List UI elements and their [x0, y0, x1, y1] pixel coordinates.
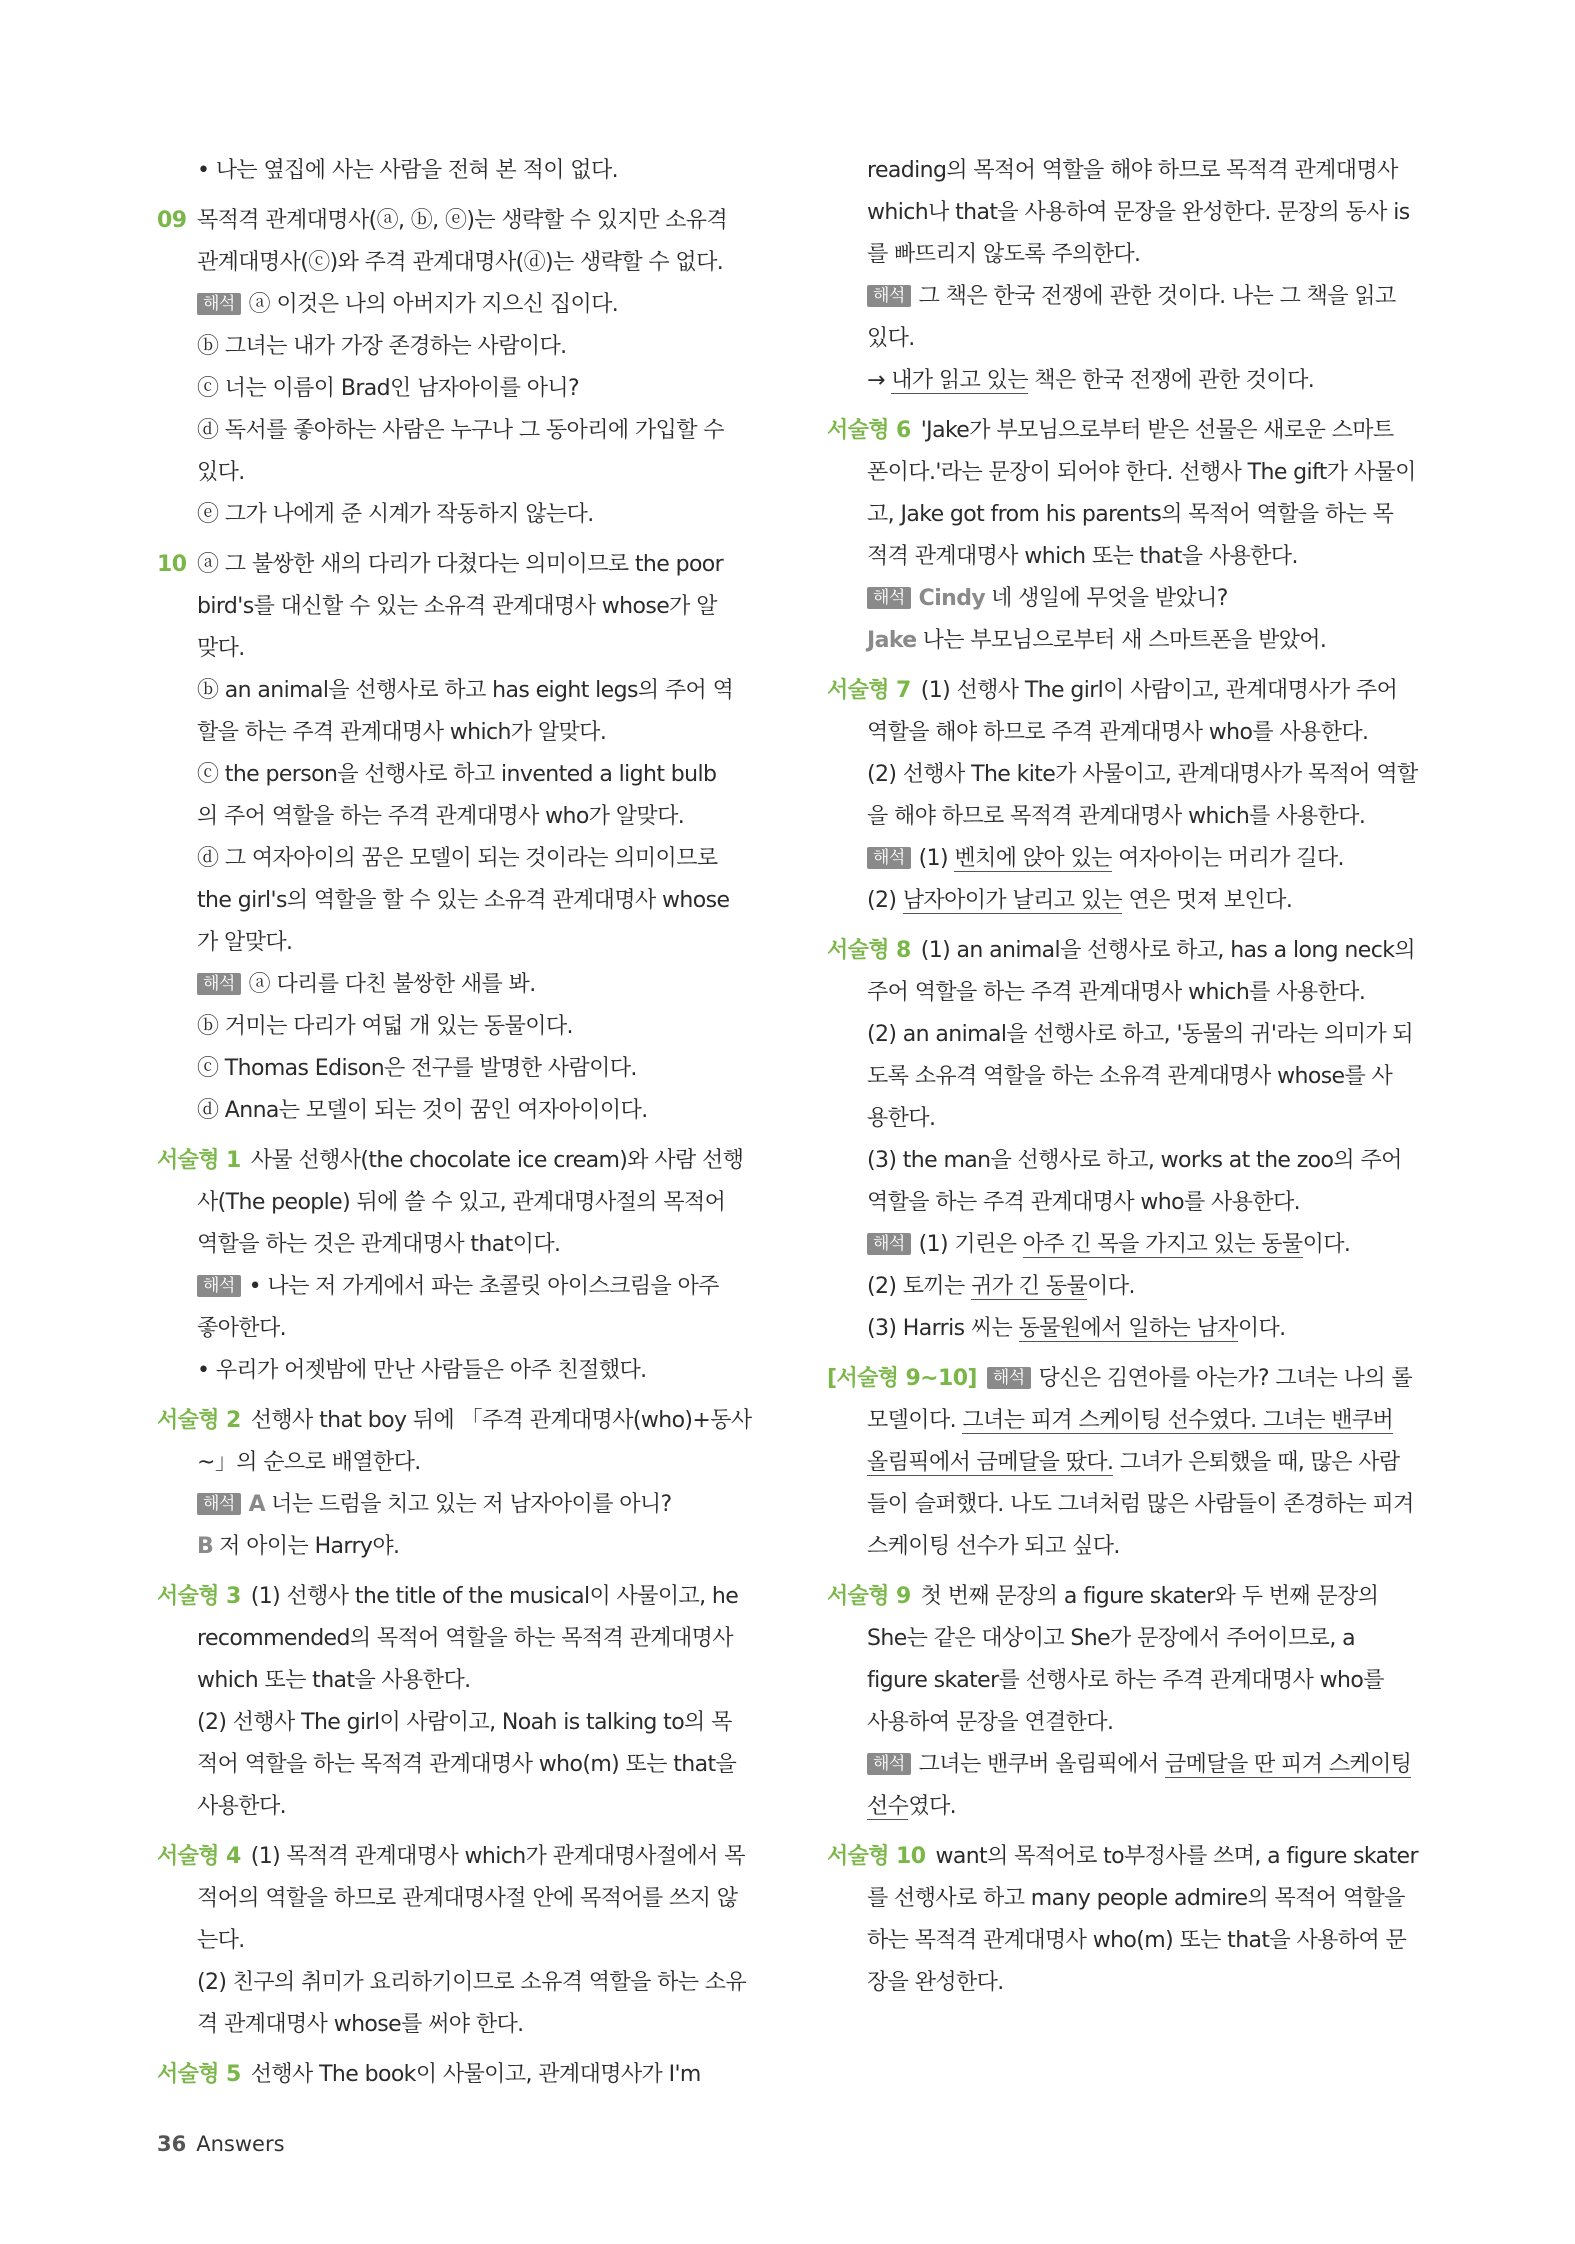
- text-line: 를 선행사로 하고 many people admire의 목적어 역할을: [867, 1886, 1405, 1911]
- entry-descriptive-5: [157, 2054, 752, 2096]
- text-line: 장을 완성한다.: [867, 1970, 1004, 1995]
- speaker-label: Jake: [867, 628, 917, 653]
- footer-label: Answers: [196, 2132, 285, 2156]
- text-line: 서술형 7 (1) 선행사 The girl이 사람이고, 관계대명사가 주어: [827, 678, 1398, 703]
- text-line: 관계대명사(ⓒ)와 주격 관계대명사(ⓓ)는 생략할 수 없다.: [197, 250, 724, 275]
- text-line: 는다.: [197, 1928, 245, 1953]
- question-number: 서술형 9: [827, 1584, 911, 1609]
- text-line: 를 빠뜨리지 않도록 주의한다.: [867, 242, 1141, 267]
- question-number: 서술형 1: [157, 1148, 241, 1173]
- underlined-text: 귀가 긴 동물: [971, 1274, 1088, 1299]
- translation-tag: 해석: [867, 847, 911, 869]
- underlined-text: 남자아이가 날리고 있는: [902, 888, 1123, 913]
- text-line: recommended의 목적어 역할을 하는 목적격 관계대명사: [197, 1626, 733, 1651]
- text-line: which나 that을 사용하여 문장을 완성한다. 문장의 동사 is: [867, 200, 1410, 225]
- text-line: 서술형 10 want의 목적어로 to부정사를 쓰며, a figure skater: [827, 1844, 1418, 1869]
- translation-line: 해석 • 나는 저 가게에서 파는 초콜릿 아이스크림을 아주: [197, 1266, 752, 1308]
- text-line: 들이 슬퍼했다. 나도 그녀처럼 많은 사람들이 존경하는 피겨: [867, 1492, 1414, 1517]
- text-line: 용한다.: [867, 1106, 936, 1131]
- text-line: 적어 역할을 하는 목적격 관계대명사 who(m) 또는 that을: [197, 1752, 737, 1777]
- translation-line: ⓑ 그녀는 내가 가장 존경하는 사람이다.: [197, 334, 567, 359]
- underlined-text: 그녀는 피겨 스케이팅 선수였다. 그녀는 밴쿠버: [962, 1408, 1394, 1433]
- entry-10: [157, 544, 752, 1132]
- translation-line: • 우리가 어젯밤에 만난 사람들은 아주 친절했다.: [197, 1358, 647, 1383]
- translation-tag: 해석: [867, 1753, 911, 1775]
- speaker-label: Cindy: [918, 586, 986, 611]
- text-line: 역할을 하는 주격 관계대명사 who를 사용한다.: [867, 1190, 1301, 1215]
- text-line: ⓓ 그 여자아이의 꿈은 모델이 되는 것이라는 의미이므로: [197, 846, 718, 871]
- question-number: 서술형 4: [157, 1844, 241, 1869]
- entry-descriptive-1: [157, 1140, 752, 1392]
- question-number: 서술형 10: [827, 1844, 926, 1869]
- translation-line: 해석 ⓐ 이것은 나의 아버지가 지으신 집이다.: [197, 284, 752, 326]
- text-line: 사용한다.: [197, 1794, 287, 1819]
- translation-line: 있다.: [867, 326, 915, 351]
- dialogue-line: Jake 나는 부모님으로부터 새 스마트폰을 받았어.: [867, 628, 1327, 653]
- underlined-text: 동물원에서 일하는 남자: [1018, 1316, 1238, 1341]
- entry-descriptive-9: [827, 1576, 1422, 1828]
- speaker-label: A: [248, 1492, 266, 1517]
- text-line: 할을 하는 주격 관계대명사 which가 알맞다.: [197, 720, 607, 745]
- translation-tag: 해석: [867, 1233, 911, 1255]
- text-line: 맞다.: [197, 636, 245, 661]
- text-line: 모델이다. 그녀는 피겨 스케이팅 선수였다. 그녀는 밴쿠버: [867, 1408, 1394, 1433]
- translation-line: ⓔ 그가 나에게 준 시계가 작동하지 않는다.: [197, 502, 594, 527]
- question-number: 서술형 3: [157, 1584, 241, 1609]
- translation-line: → 내가 읽고 있는 책은 한국 전쟁에 관한 것이다.: [867, 368, 1315, 393]
- question-number: 서술형 8: [827, 938, 911, 963]
- translation-line: (2) 토끼는 귀가 긴 동물이다.: [867, 1274, 1135, 1299]
- page-number: 36: [157, 2132, 187, 2156]
- translation-tag: 해석: [197, 1275, 241, 1297]
- entry-descriptive-9-10: [827, 1358, 1422, 1568]
- question-number: 서술형 6: [827, 418, 911, 443]
- text-line: 스케이팅 선수가 되고 싶다.: [867, 1534, 1120, 1559]
- translation-line: 해석 그녀는 밴쿠버 올림픽에서 금메달을 딴 피겨 스케이팅: [867, 1744, 1422, 1786]
- text-line: 서술형 6 'Jake가 부모님으로부터 받은 선물은 새로운 스마트: [827, 418, 1394, 443]
- question-number: 서술형 2: [157, 1408, 241, 1433]
- text-line: bird's를 대신할 수 있는 소유격 관계대명사 whose가 알: [197, 594, 717, 619]
- text-line: 하는 목적격 관계대명사 who(m) 또는 that을 사용하여 문: [867, 1928, 1407, 1953]
- text-line: 적어의 역할을 하므로 관계대명사절 안에 목적어를 쓰지 않: [197, 1886, 738, 1911]
- text-line: (2) 선행사 The kite가 사물이고, 관계대명사가 목적어 역할: [867, 762, 1418, 787]
- underlined-text: 내가 읽고 있는: [891, 368, 1028, 393]
- entry-descriptive-4: [157, 1836, 752, 2046]
- text-line: ⓑ an animal을 선행사로 하고 has eight legs의 주어 역: [197, 678, 734, 703]
- question-number: 서술형 5: [157, 2062, 241, 2087]
- text-line: 서술형 2 선행사 that boy 뒤에 「주격 관계대명사(who)+동사: [157, 1408, 752, 1433]
- entry-descriptive-5-continuation: [827, 150, 1422, 402]
- question-number: 09: [157, 208, 187, 233]
- text-line: (2) 친구의 취미가 요리하기이므로 소유격 역할을 하는 소유: [197, 1970, 747, 1995]
- dialogue-line: B 저 아이는 Harry야.: [197, 1534, 400, 1559]
- text-line: 서술형 3 (1) 선행사 the title of the musical이 사물이고, he: [157, 1584, 739, 1609]
- translation-line: 있다.: [197, 460, 245, 485]
- underlined-text: 벤치에 앉아 있는: [954, 846, 1112, 871]
- speaker-label: B: [197, 1534, 214, 1559]
- text-line: figure skater를 선행사로 하는 주격 관계대명사 who를: [867, 1668, 1384, 1693]
- translation-line: ⓓ Anna는 모델이 되는 것이 꿈인 여자아이이다.: [197, 1098, 648, 1123]
- text-line: 서술형 1 사물 선행사(the chocolate ice cream)와 사람 선행: [157, 1148, 744, 1173]
- translation-tag: 해석: [987, 1367, 1031, 1389]
- text-line: [서술형 9~10] 해석 당신은 김연아를 아는가? 그녀는 나의 롤: [827, 1366, 1413, 1391]
- text-line: ~」의 순으로 배열한다.: [197, 1450, 421, 1475]
- text-line: 목적격 관계대명사(ⓐ, ⓑ, ⓔ)는 생략할 수 있지만 소유격: [197, 208, 728, 233]
- text-line: (3) the man을 선행사로 하고, works at the zoo의 주어: [867, 1148, 1402, 1173]
- translation-line: 해석 ⓐ 다리를 다친 불쌍한 새를 봐.: [197, 964, 752, 1006]
- entry-descriptive-10: [827, 1836, 1422, 2004]
- text-line: 적격 관계대명사 which 또는 that을 사용한다.: [867, 544, 1298, 569]
- dialogue-line: 해석 Cindy 네 생일에 무엇을 받았니?: [867, 578, 1422, 620]
- text-line: 서술형 9 첫 번째 문장의 a figure skater와 두 번째 문장의: [827, 1584, 1379, 1609]
- text-line: 격 관계대명사 whose를 써야 한다.: [197, 2012, 524, 2037]
- entry-08-continuation: [157, 150, 752, 192]
- text-line: 올림픽에서 금메달을 땄다. 그녀가 은퇴했을 때, 많은 사람: [867, 1450, 1400, 1475]
- translation-tag: 해석: [197, 973, 241, 995]
- text-line: 주어 역할을 하는 주격 관계대명사 which를 사용한다.: [867, 980, 1366, 1005]
- text-line: ⓒ the person을 선행사로 하고 invented a light bulb: [197, 762, 717, 787]
- page-footer: [157, 2132, 285, 2156]
- translation-line: ⓒ Thomas Edison은 전구를 발명한 사람이다.: [197, 1056, 637, 1081]
- text-line: • 나는 옆집에 사는 사람을 전혀 본 적이 없다.: [197, 158, 619, 183]
- translation-line: 해석 그 책은 한국 전쟁에 관한 것이다. 나는 그 책을 읽고: [867, 276, 1422, 318]
- translation-line: 선수였다.: [867, 1794, 957, 1819]
- translation-line: 해석 (1) 벤치에 앉아 있는 여자아이는 머리가 길다.: [867, 838, 1422, 880]
- question-number: 서술형 7: [827, 678, 911, 703]
- translation-line: 해석 (1) 기린은 아주 긴 목을 가지고 있는 동물이다.: [867, 1224, 1422, 1266]
- entry-descriptive-2: [157, 1400, 752, 1568]
- text-line: 서술형 5 선행사 The book이 사물이고, 관계대명사가 I'm: [157, 2062, 701, 2087]
- text-line: 도록 소유격 역할을 하는 소유격 관계대명사 whose를 사: [867, 1064, 1393, 1089]
- question-number: [서술형 9~10]: [827, 1366, 977, 1391]
- translation-line: ⓓ 독서를 좋아하는 사람은 누구나 그 동아리에 가입할 수: [197, 418, 724, 443]
- entry-descriptive-6: [827, 410, 1422, 662]
- text-line: reading의 목적어 역할을 해야 하므로 목적격 관계대명사: [867, 158, 1398, 183]
- text-line: the girl's의 역할을 할 수 있는 소유격 관계대명사 whose: [197, 888, 730, 913]
- translation-line: (2) 남자아이가 날리고 있는 연은 멋져 보인다.: [867, 888, 1293, 913]
- right-column: [827, 150, 1422, 2004]
- translation-tag: 해석: [867, 587, 911, 609]
- translation-tag: 해석: [867, 285, 911, 307]
- text-line: 폰이다.'라는 문장이 되어야 한다. 선행사 The gift가 사물이: [867, 460, 1416, 485]
- entry-09: [157, 200, 752, 536]
- translation-line: ⓒ 너는 이름이 Brad인 남자아이를 아니?: [197, 376, 580, 401]
- translation-line: ⓑ 거미는 다리가 여덟 개 있는 동물이다.: [197, 1014, 573, 1039]
- question-number: 10: [157, 552, 187, 577]
- entry-descriptive-8: [827, 930, 1422, 1350]
- underlined-text: 아주 긴 목을 가지고 있는 동물: [1022, 1232, 1303, 1257]
- text-line: 의 주어 역할을 하는 주격 관계대명사 who가 알맞다.: [197, 804, 685, 829]
- underlined-text: 올림픽에서 금메달을 땄다.: [867, 1450, 1114, 1475]
- text-line: 을 해야 하므로 목적격 관계대명사 which를 사용한다.: [867, 804, 1366, 829]
- dialogue-line: 해석 A 너는 드럼을 치고 있는 저 남자아이를 아니?: [197, 1484, 752, 1526]
- text-line: 고, Jake got from his parents의 목적어 역할을 하는 목: [867, 502, 1394, 527]
- translation-tag: 해석: [197, 293, 241, 315]
- text-line: 사용하여 문장을 연결한다.: [867, 1710, 1114, 1735]
- text-line: 서술형 8 (1) an animal을 선행사로 하고, has a long neck의: [827, 938, 1416, 963]
- text-line: which 또는 that을 사용한다.: [197, 1668, 471, 1693]
- text-line: 가 알맞다.: [197, 930, 293, 955]
- left-column: [157, 150, 752, 2096]
- underlined-text: 선수: [867, 1794, 909, 1819]
- translation-line: 좋아한다.: [197, 1316, 287, 1341]
- translation-tag: 해석: [197, 1493, 241, 1515]
- text-line: (2) an animal을 선행사로 하고, '동물의 귀'라는 의미가 되: [867, 1022, 1414, 1047]
- underlined-text: 금메달을 딴 피겨 스케이팅: [1165, 1752, 1412, 1777]
- text-line: 역할을 하는 것은 관계대명사 that이다.: [197, 1232, 561, 1257]
- text-line: She는 같은 대상이고 She가 문장에서 주어이므로, a: [867, 1626, 1356, 1651]
- entry-descriptive-7: [827, 670, 1422, 922]
- translation-line: (3) Harris 씨는 동물원에서 일하는 남자이다.: [867, 1316, 1286, 1341]
- text-line: (2) 선행사 The girl이 사람이고, Noah is talking to의 목: [197, 1710, 732, 1735]
- text-line: ⓐ 그 불쌍한 새의 다리가 다쳤다는 의미이므로 the poor: [197, 552, 724, 577]
- text-line: 사(The people) 뒤에 쓸 수 있고, 관계대명사절의 목적어: [197, 1190, 726, 1215]
- text-line: 서술형 4 (1) 목적격 관계대명사 which가 관계대명사절에서 목: [157, 1844, 745, 1869]
- text-line: 역할을 해야 하므로 주격 관계대명사 who를 사용한다.: [867, 720, 1369, 745]
- entry-descriptive-3: [157, 1576, 752, 1828]
